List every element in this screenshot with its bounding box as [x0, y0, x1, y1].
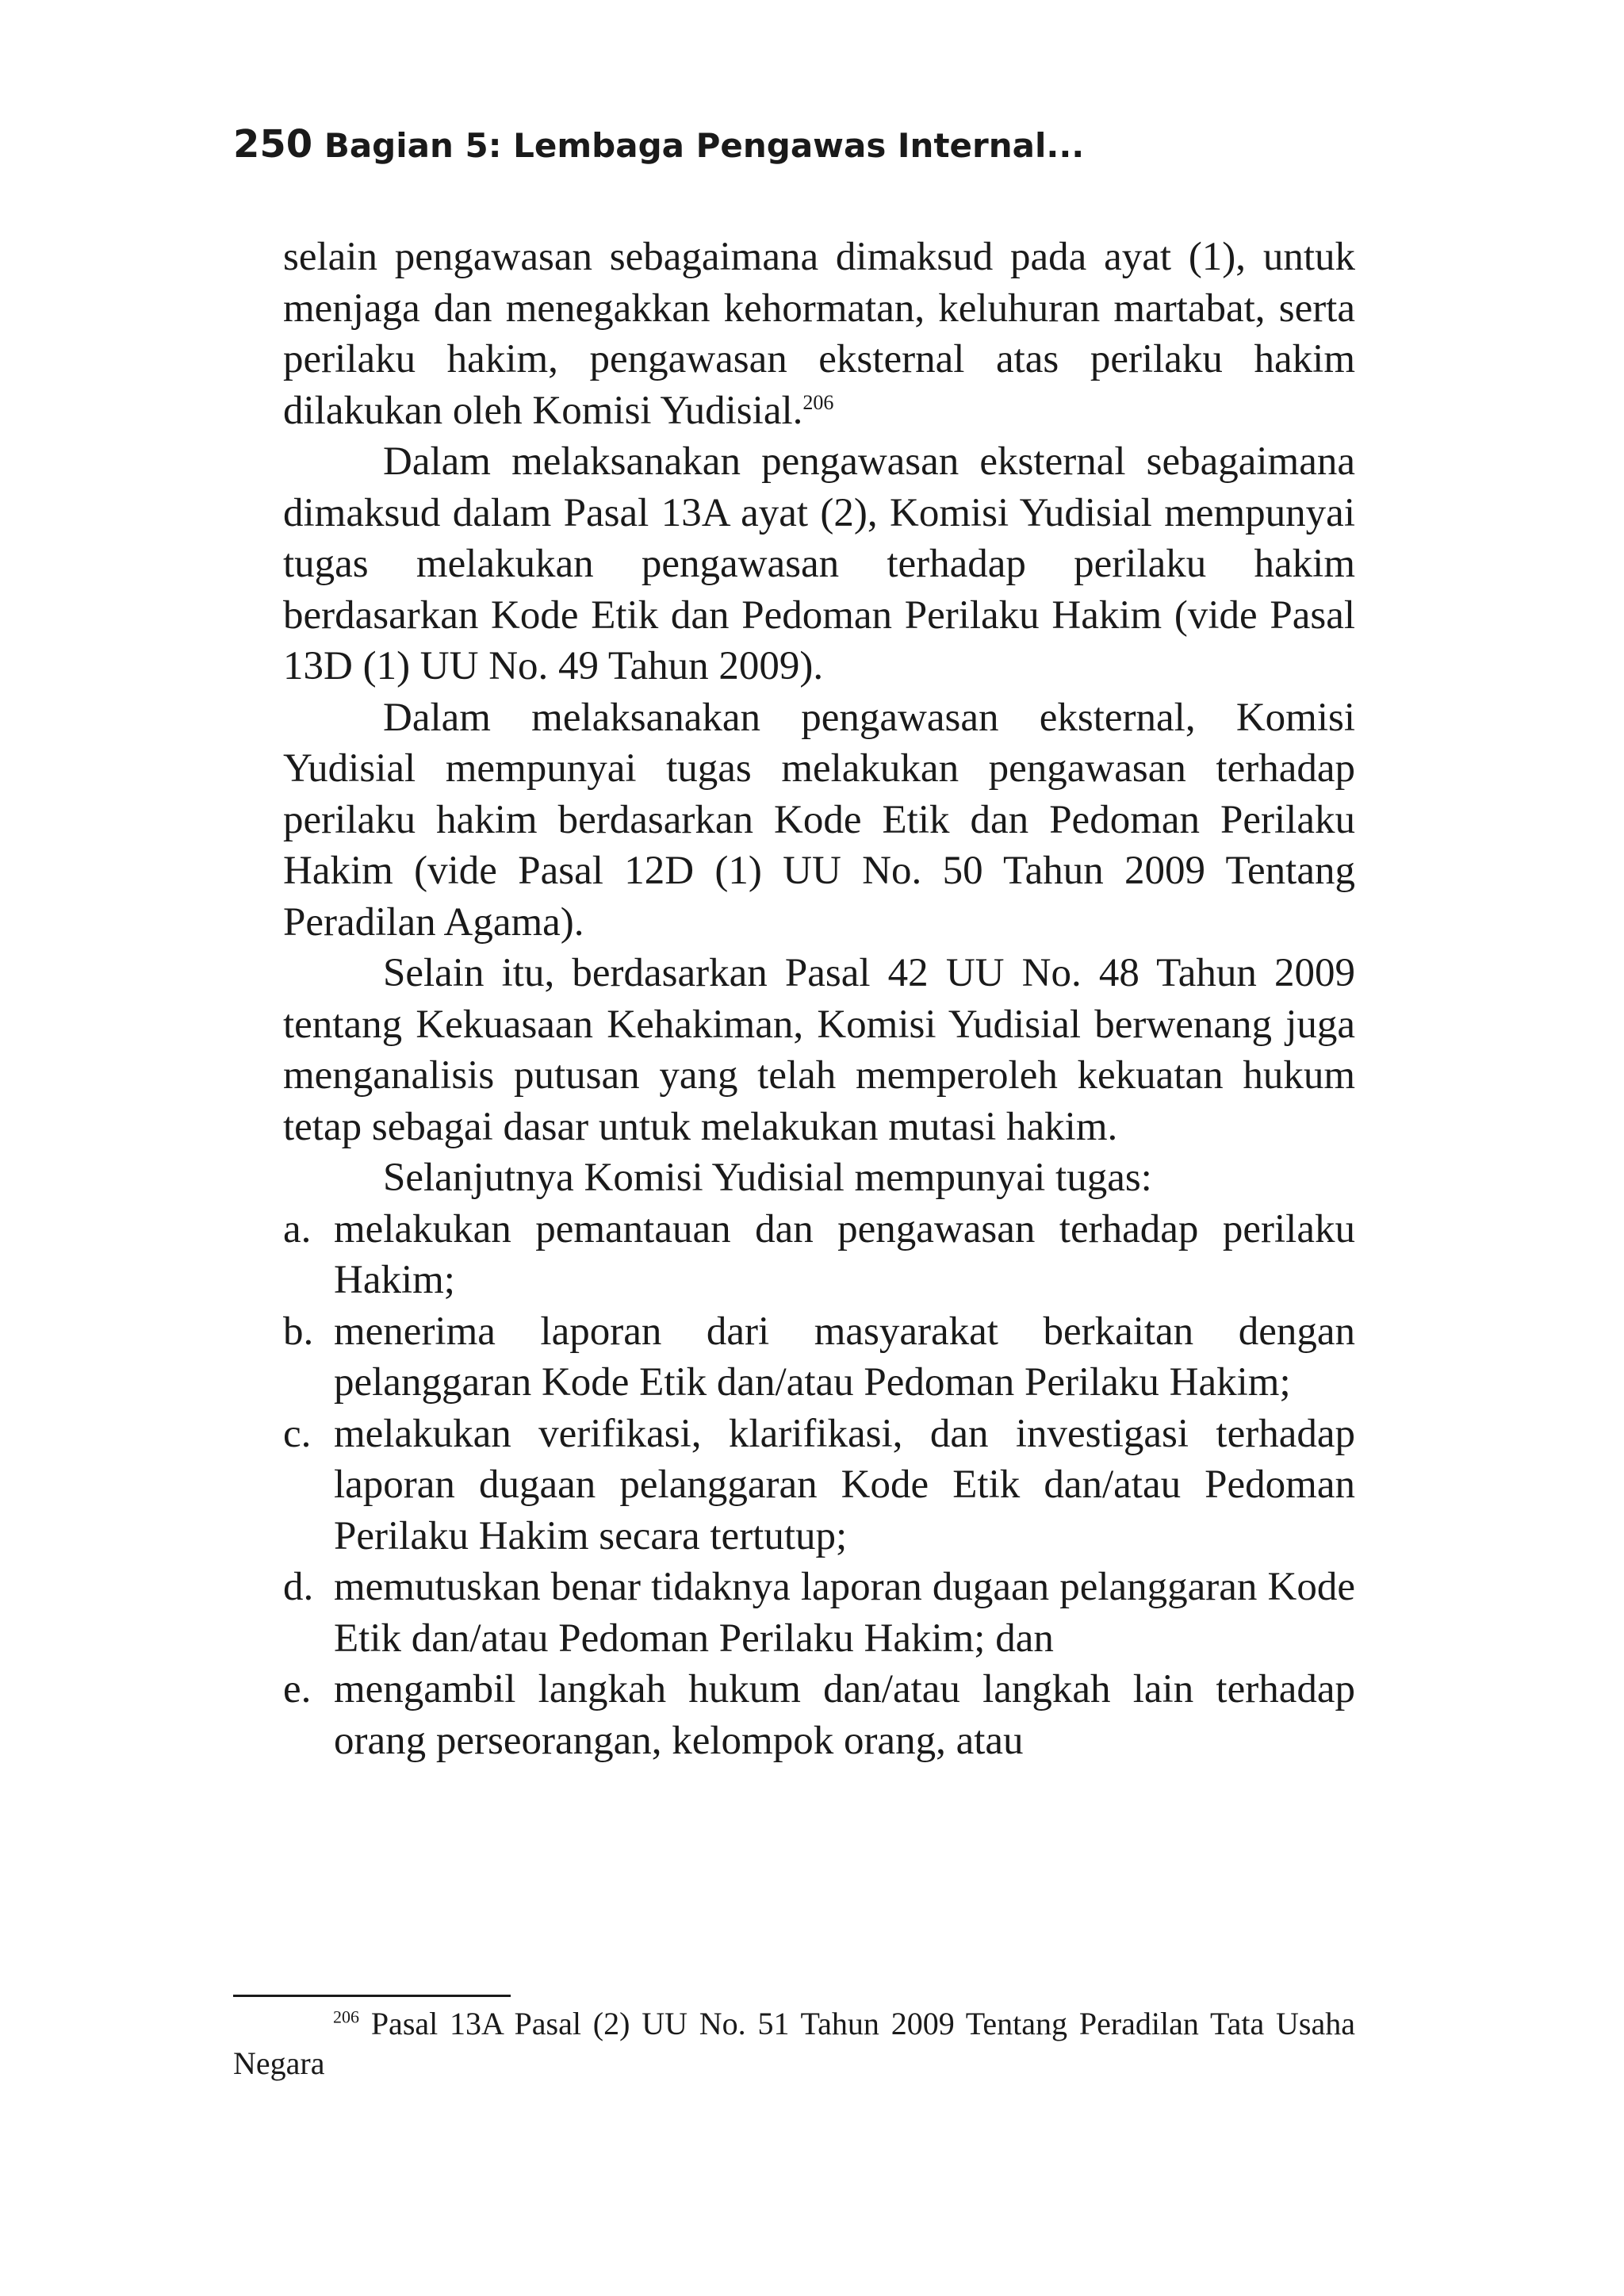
list-item [283, 1562, 1355, 1664]
list-item [283, 1409, 1355, 1562]
list-marker: e. [283, 1667, 312, 1711]
running-header-title: Bagian 5: Lembaga Pengawas Internal... [324, 126, 1085, 165]
footnote-reference: 206 [802, 390, 834, 414]
paragraph-3: Dalam melaksanakan pengawasan eksternal, Komisi Yudisial mempunyai tugas melakukan pengawasan terhadap perilaku hakim berdasarkan Kode Etik dan Pedoman Perilaku Hakim (vide Pasal 12D (1) UU No. 50 Tahun 2009 Tentang Peradilan Agama). [283, 695, 1355, 945]
list-marker: b. [283, 1309, 314, 1354]
list-item [283, 1306, 1355, 1409]
paragraph-4: Selain itu, berdasarkan Pasal 42 UU No. 48 Tahun 2009 tentang Kekuasaan Kehakiman, Komisi Yudisial berwenang juga menganalisis putusan yang telah memperoleh kekuatan hukum tetap sebagai dasar untuk melakukan mutasi hakim. [283, 951, 1355, 1149]
list-marker: a. [283, 1206, 312, 1251]
paragraph-1 [283, 232, 1355, 436]
paragraph-5: Selanjutnya Komisi Yudisial mempunyai tugas: [383, 1156, 1152, 1200]
paragraph-1-text: selain pengawasan sebagaimana dimaksud pada ayat (1), untuk menjaga dan menegakkan kehormatan, keluhuran martabat, serta perilaku hakim, pengawasan eksternal atas perilaku hakim dilakukan oleh Komisi Yudisial. [283, 235, 1355, 433]
main-text [283, 232, 1355, 1766]
list-item-text: menerima laporan dari masyarakat berkaitan dengan pelanggaran Kode Etik dan/atau Pedoman Perilaku Hakim; [334, 1309, 1355, 1405]
page-number: 250 [233, 122, 313, 167]
list-item [283, 1664, 1355, 1766]
footnote [233, 2004, 1355, 2083]
footnote-text: Pasal 13A Pasal (2) UU No. 51 Tahun 2009 Tentang Peradilan Tata Usaha Negara [233, 2006, 1356, 2081]
list-item-text: mengambil langkah hukum dan/atau langkah lain terhadap orang perseorangan, kelompok orang, atau [334, 1667, 1355, 1763]
list-marker: d. [283, 1565, 314, 1609]
footnote-number: 206 [333, 2007, 359, 2027]
list-marker: c. [283, 1411, 312, 1456]
paragraph-2: Dalam melaksanakan pengawasan eksternal sebagaimana dimaksud dalam Pasal 13A ayat (2), Komisi Yudisial mempunyai tugas melakukan pengawasan terhadap perilaku hakim berdasarkan Kode Etik dan Pedoman Perilaku Hakim (vide Pasal 13D (1) UU No. 49 Tahun 2009). [283, 439, 1355, 688]
list-item-text: memutuskan benar tidaknya laporan dugaan pelanggaran Kode Etik dan/atau Pedoman Perilaku Hakim; dan [334, 1565, 1355, 1661]
footnote-separator [233, 1995, 511, 1997]
list-item-text: melakukan verifikasi, klarifikasi, dan investigasi terhadap laporan dugaan pelanggaran Kode Etik dan/atau Pedoman Perilaku Hakim secara tertutup; [334, 1411, 1355, 1558]
running-header [233, 122, 1085, 167]
list-item [283, 1204, 1355, 1306]
list-item-text: melakukan pemantauan dan pengawasan terhadap perilaku Hakim; [334, 1206, 1355, 1302]
task-list [283, 1204, 1355, 1767]
